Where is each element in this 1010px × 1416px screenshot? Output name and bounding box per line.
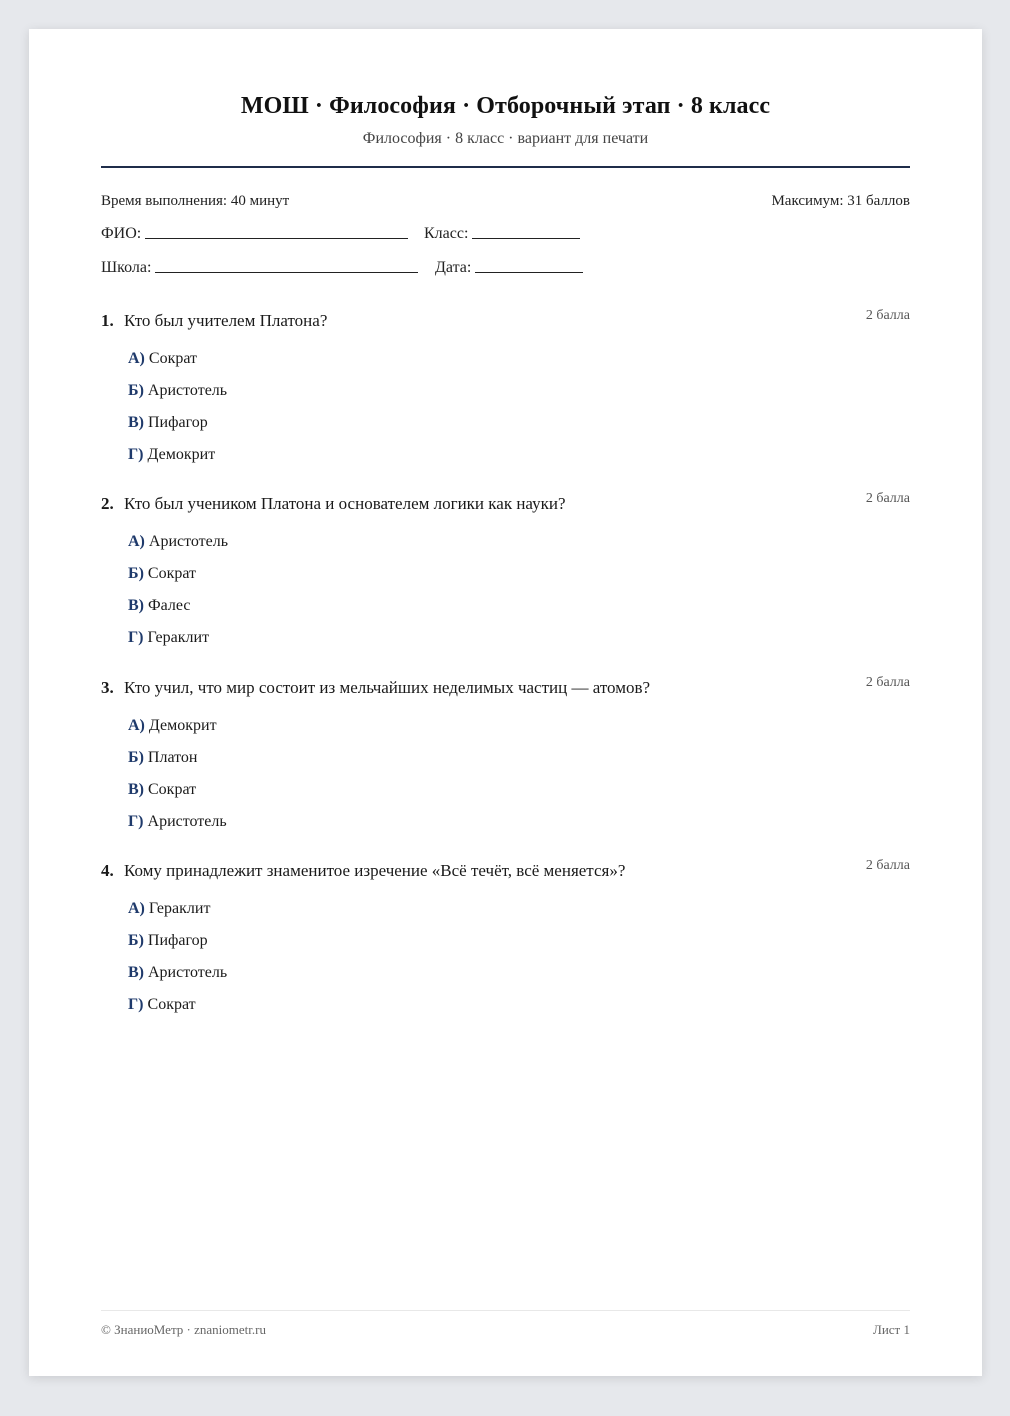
option-letter: В) [128,781,144,798]
option-text: Аристотель [148,533,229,550]
question-text: Кому принадлежит знаменитое изречение «Всё течёт, всё меняется»? [124,861,626,880]
document-page [29,29,982,1376]
question-4 [101,858,910,1013]
answer-option [128,597,228,629]
answer-options [128,900,227,1028]
option-letter: В) [128,597,144,614]
answer-option [128,446,227,478]
answer-option [128,900,227,932]
option-letter: Б) [128,749,144,766]
question-text: Кто был учителем Платона? [124,311,328,330]
date-field [435,259,583,277]
question-number: 3. [101,678,114,697]
option-letter: Г) [128,446,144,463]
option-letter: А) [128,533,145,550]
answer-option [128,932,227,964]
max-score: Максимум: 31 баллов [771,193,910,209]
answer-option [128,996,227,1028]
question-header [101,858,910,885]
name-field [101,225,408,243]
question-text: Кто учил, что мир состоит из мельчайших неделимых частиц — атомов? [124,678,651,697]
question-number: 4. [101,861,114,880]
class-blank-line [472,237,580,239]
question-header [101,308,910,335]
answer-options [128,350,227,478]
answer-options [128,533,228,661]
header-divider [101,166,910,168]
question-points: 2 балла [865,675,910,690]
option-letter: В) [128,964,144,981]
option-letter: Б) [128,932,144,949]
question-points: 2 балла [865,308,910,323]
option-text: Демокрит [147,446,216,463]
option-letter: А) [128,717,145,734]
footer-divider [101,1310,910,1311]
question-points: 2 балла [865,491,910,506]
answer-option [128,533,228,565]
answer-option [128,414,227,446]
question-2 [101,491,910,646]
question-text: Кто был учеником Платона и основателем логики как науки? [124,494,566,513]
option-letter: Г) [128,629,144,646]
option-text: Аристотель [147,382,228,399]
option-text: Платон [147,749,198,766]
question-number: 1. [101,311,114,330]
option-text: Сократ [147,996,196,1013]
answer-option [128,813,227,845]
question-header [101,491,910,518]
answer-option [128,350,227,382]
option-letter: Б) [128,565,144,582]
school-blank-line [155,271,418,273]
answer-option [128,629,228,661]
answer-option [128,565,228,597]
document-title: МОШ · Философия · Отборочный этап · 8 класс [240,93,771,119]
question-3 [101,675,910,830]
option-text: Сократ [147,565,197,582]
school-label: Школа: [101,259,152,276]
name-label: ФИО: [101,225,142,242]
date-label: Дата: [435,259,472,276]
question-number: 2. [101,494,114,513]
option-text: Пифагор [148,414,208,431]
page-content [101,29,910,1376]
option-text: Аристотель [147,813,227,830]
option-letter: Г) [128,813,144,830]
option-text: Гераклит [147,629,210,646]
answer-option [128,717,227,749]
option-letter: В) [128,414,144,431]
footer-sheet-number: Лист 1 [873,1322,910,1337]
answer-option [128,382,227,414]
date-blank-line [475,271,583,273]
option-text: Пифагор [147,932,208,949]
option-text: Фалес [148,597,191,614]
option-text: Аристотель [148,964,228,981]
option-text: Демокрит [148,717,217,734]
time-limit: Время выполнения: 40 минут [101,193,290,209]
document-subtitle: Философия · 8 класс · вариант для печати [362,130,649,147]
name-blank-line [145,237,408,239]
option-text: Сократ [148,781,197,798]
answer-option [128,749,227,781]
answer-option [128,964,227,996]
option-letter: Б) [128,382,144,399]
question-header [101,675,910,702]
option-letter: А) [128,900,145,917]
option-text: Гераклит [148,900,211,917]
question-points: 2 балла [865,858,910,873]
school-field [101,259,418,277]
question-1 [101,308,910,463]
footer-copyright: © ЗнаниоМетр · znaniometr.ru [101,1322,266,1337]
option-text: Сократ [148,350,198,367]
answer-options [128,717,227,845]
answer-option [128,781,227,813]
class-label: Класс: [424,225,469,242]
class-field [424,225,580,243]
option-letter: А) [128,350,145,367]
option-letter: Г) [128,996,144,1013]
